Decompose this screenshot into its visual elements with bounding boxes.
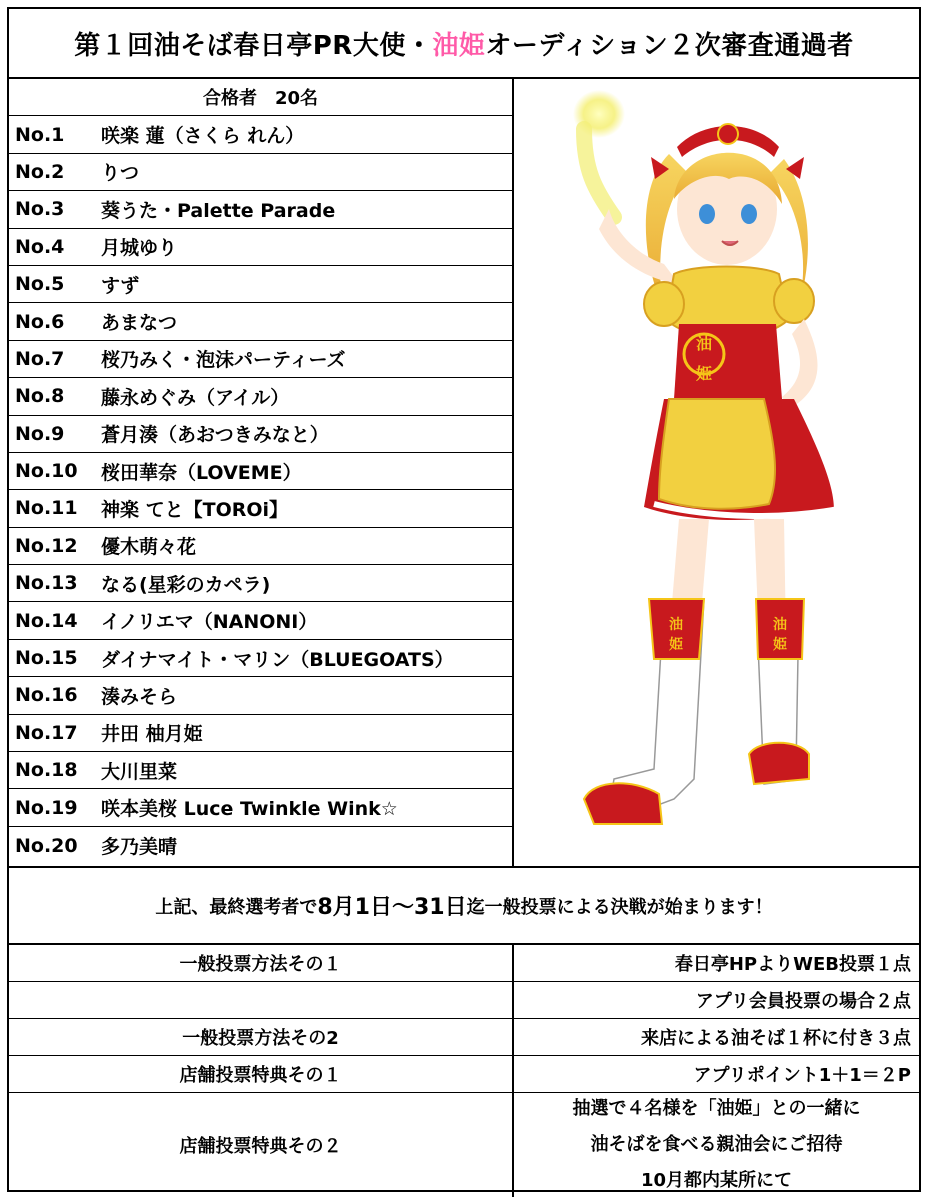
vote-method-label: 一般投票方法その2 bbox=[9, 1019, 514, 1055]
passer-name: 桜乃みく・泡沫パーティーズ bbox=[101, 349, 346, 372]
svg-text:姫: 姫 bbox=[773, 637, 787, 653]
passer-number: No.12 bbox=[15, 534, 78, 557]
flyer-frame bbox=[7, 7, 921, 1192]
passer-name: 大川里菜 bbox=[101, 760, 178, 783]
list-item bbox=[9, 602, 512, 639]
passer-name: すず bbox=[101, 274, 140, 297]
passer-number: No.17 bbox=[15, 721, 78, 744]
page-title bbox=[9, 9, 919, 79]
passer-name: なる(星彩のカペラ) bbox=[101, 573, 271, 596]
vote-method-label: 店舗投票特典その２ bbox=[9, 1093, 514, 1197]
benefit-line: 抽選で４名様を「油姫」との一緒に bbox=[572, 1098, 861, 1119]
passer-name: あまなつ bbox=[101, 312, 178, 335]
apron bbox=[659, 399, 775, 509]
list-item bbox=[9, 191, 512, 228]
final-vote-announcement bbox=[9, 866, 919, 945]
voting-table bbox=[9, 945, 919, 1197]
passer-list-header: 合格者 20名 bbox=[9, 79, 512, 116]
list-item bbox=[9, 640, 512, 677]
dress-bodice bbox=[674, 324, 782, 399]
passer-name: イノリエマ（NANONI） bbox=[101, 611, 318, 634]
passer-name: 月城ゆり bbox=[101, 237, 178, 260]
vote-method-label bbox=[9, 982, 514, 1018]
list-item bbox=[9, 303, 512, 340]
passer-name: 桜田華奈（LOVEME） bbox=[101, 461, 302, 484]
table-row bbox=[9, 1056, 919, 1093]
boot-text: 油 bbox=[669, 617, 683, 633]
passer-name: 蒼月湊（あおつきみなと） bbox=[101, 424, 329, 447]
announce-post: 迄一般投票による決戦が始まります！ bbox=[466, 896, 773, 918]
vote-benefit-detail bbox=[514, 1093, 919, 1197]
list-item bbox=[9, 789, 512, 826]
passer-name: 葵うた・Palette Parade bbox=[101, 199, 336, 222]
list-item bbox=[9, 453, 512, 490]
vote-method-value: 春日亭HPよりWEB投票１点 bbox=[674, 954, 911, 975]
list-item bbox=[9, 490, 512, 527]
passer-number: No.6 bbox=[15, 310, 65, 333]
passer-number: No.20 bbox=[15, 834, 78, 857]
table-row bbox=[9, 1093, 919, 1197]
passer-number: No.16 bbox=[15, 684, 78, 707]
vote-method-label: 一般投票方法その１ bbox=[9, 945, 514, 981]
table-row bbox=[9, 945, 919, 982]
passer-name: 井田 柚月姫 bbox=[101, 723, 203, 746]
benefit-line: 10月都内某所にて bbox=[640, 1170, 793, 1191]
list-item bbox=[9, 715, 512, 752]
passer-number: No.15 bbox=[15, 647, 78, 670]
passer-number: No.7 bbox=[15, 347, 65, 370]
list-item bbox=[9, 116, 512, 153]
table-row bbox=[9, 1019, 919, 1056]
mascot-illustration bbox=[514, 79, 919, 866]
apron-text: 油 bbox=[695, 334, 713, 353]
passer-number: No.3 bbox=[15, 198, 65, 221]
list-item bbox=[9, 154, 512, 191]
passer-number: No.11 bbox=[15, 497, 78, 520]
passer-number: No.18 bbox=[15, 759, 78, 782]
list-item bbox=[9, 827, 512, 864]
list-item bbox=[9, 229, 512, 266]
passer-number: No.4 bbox=[15, 235, 65, 258]
passer-number: No.1 bbox=[15, 123, 65, 146]
passer-name: 優木萌々花 bbox=[101, 536, 197, 559]
list-item bbox=[9, 565, 512, 602]
mascot-svg bbox=[514, 79, 919, 866]
list-item bbox=[9, 677, 512, 714]
benefit-line: 油そばを食べる親油会にご招待 bbox=[590, 1134, 843, 1155]
title-accent: 油姫 bbox=[432, 30, 486, 61]
list-item bbox=[9, 266, 512, 303]
passer-number: No.13 bbox=[15, 572, 78, 595]
announce-dates: 8月1日～31日 bbox=[317, 895, 467, 920]
vote-method-label: 店舗投票特典その１ bbox=[9, 1056, 514, 1092]
passer-number: No.9 bbox=[15, 422, 65, 445]
passer-number: No.8 bbox=[15, 385, 65, 408]
passer-number: No.10 bbox=[15, 460, 78, 483]
passer-number: No.19 bbox=[15, 796, 78, 819]
vote-method-value: 来店による油そば１杯に付き３点 bbox=[641, 1028, 911, 1049]
vote-method-value: アプリポイント1＋1＝２P bbox=[693, 1065, 911, 1086]
glow-trail bbox=[584, 129, 614, 217]
list-item bbox=[9, 752, 512, 789]
svg-text:姫: 姫 bbox=[695, 364, 713, 383]
passer-number: No.2 bbox=[15, 160, 65, 183]
svg-text:姫: 姫 bbox=[669, 637, 683, 653]
list-item bbox=[9, 416, 512, 453]
passer-name: 湊みそら bbox=[101, 685, 178, 708]
passer-name: 神楽 てと【TOROi】 bbox=[101, 498, 289, 521]
announce-pre: 上記、最終選考者で bbox=[155, 896, 318, 918]
passer-name: 多乃美晴 bbox=[101, 836, 178, 858]
table-row bbox=[9, 982, 919, 1019]
list-item bbox=[9, 528, 512, 565]
list-item bbox=[9, 378, 512, 415]
title-part1: 第１回油そば春日亭PR大使・ bbox=[74, 30, 433, 61]
passer-list bbox=[9, 79, 514, 866]
passer-name: 藤永めぐみ（アイル） bbox=[101, 386, 290, 409]
passer-number: No.14 bbox=[15, 609, 78, 632]
passer-name: 咲本美桜 Luce Twinkle Wink☆ bbox=[101, 798, 398, 821]
passer-name: ダイナマイト・マリン（BLUEGOATS） bbox=[101, 648, 454, 671]
passer-number: No.5 bbox=[15, 273, 65, 296]
vote-method-value: アプリ会員投票の場合２点 bbox=[695, 991, 911, 1012]
passer-name: りつ bbox=[101, 162, 140, 185]
raised-arm bbox=[599, 209, 679, 284]
svg-text:油: 油 bbox=[773, 617, 787, 633]
title-part2: オーディション２次審査通過者 bbox=[485, 30, 854, 61]
list-item bbox=[9, 341, 512, 378]
passer-name: 咲楽 蓮（さくら れん） bbox=[101, 125, 305, 148]
